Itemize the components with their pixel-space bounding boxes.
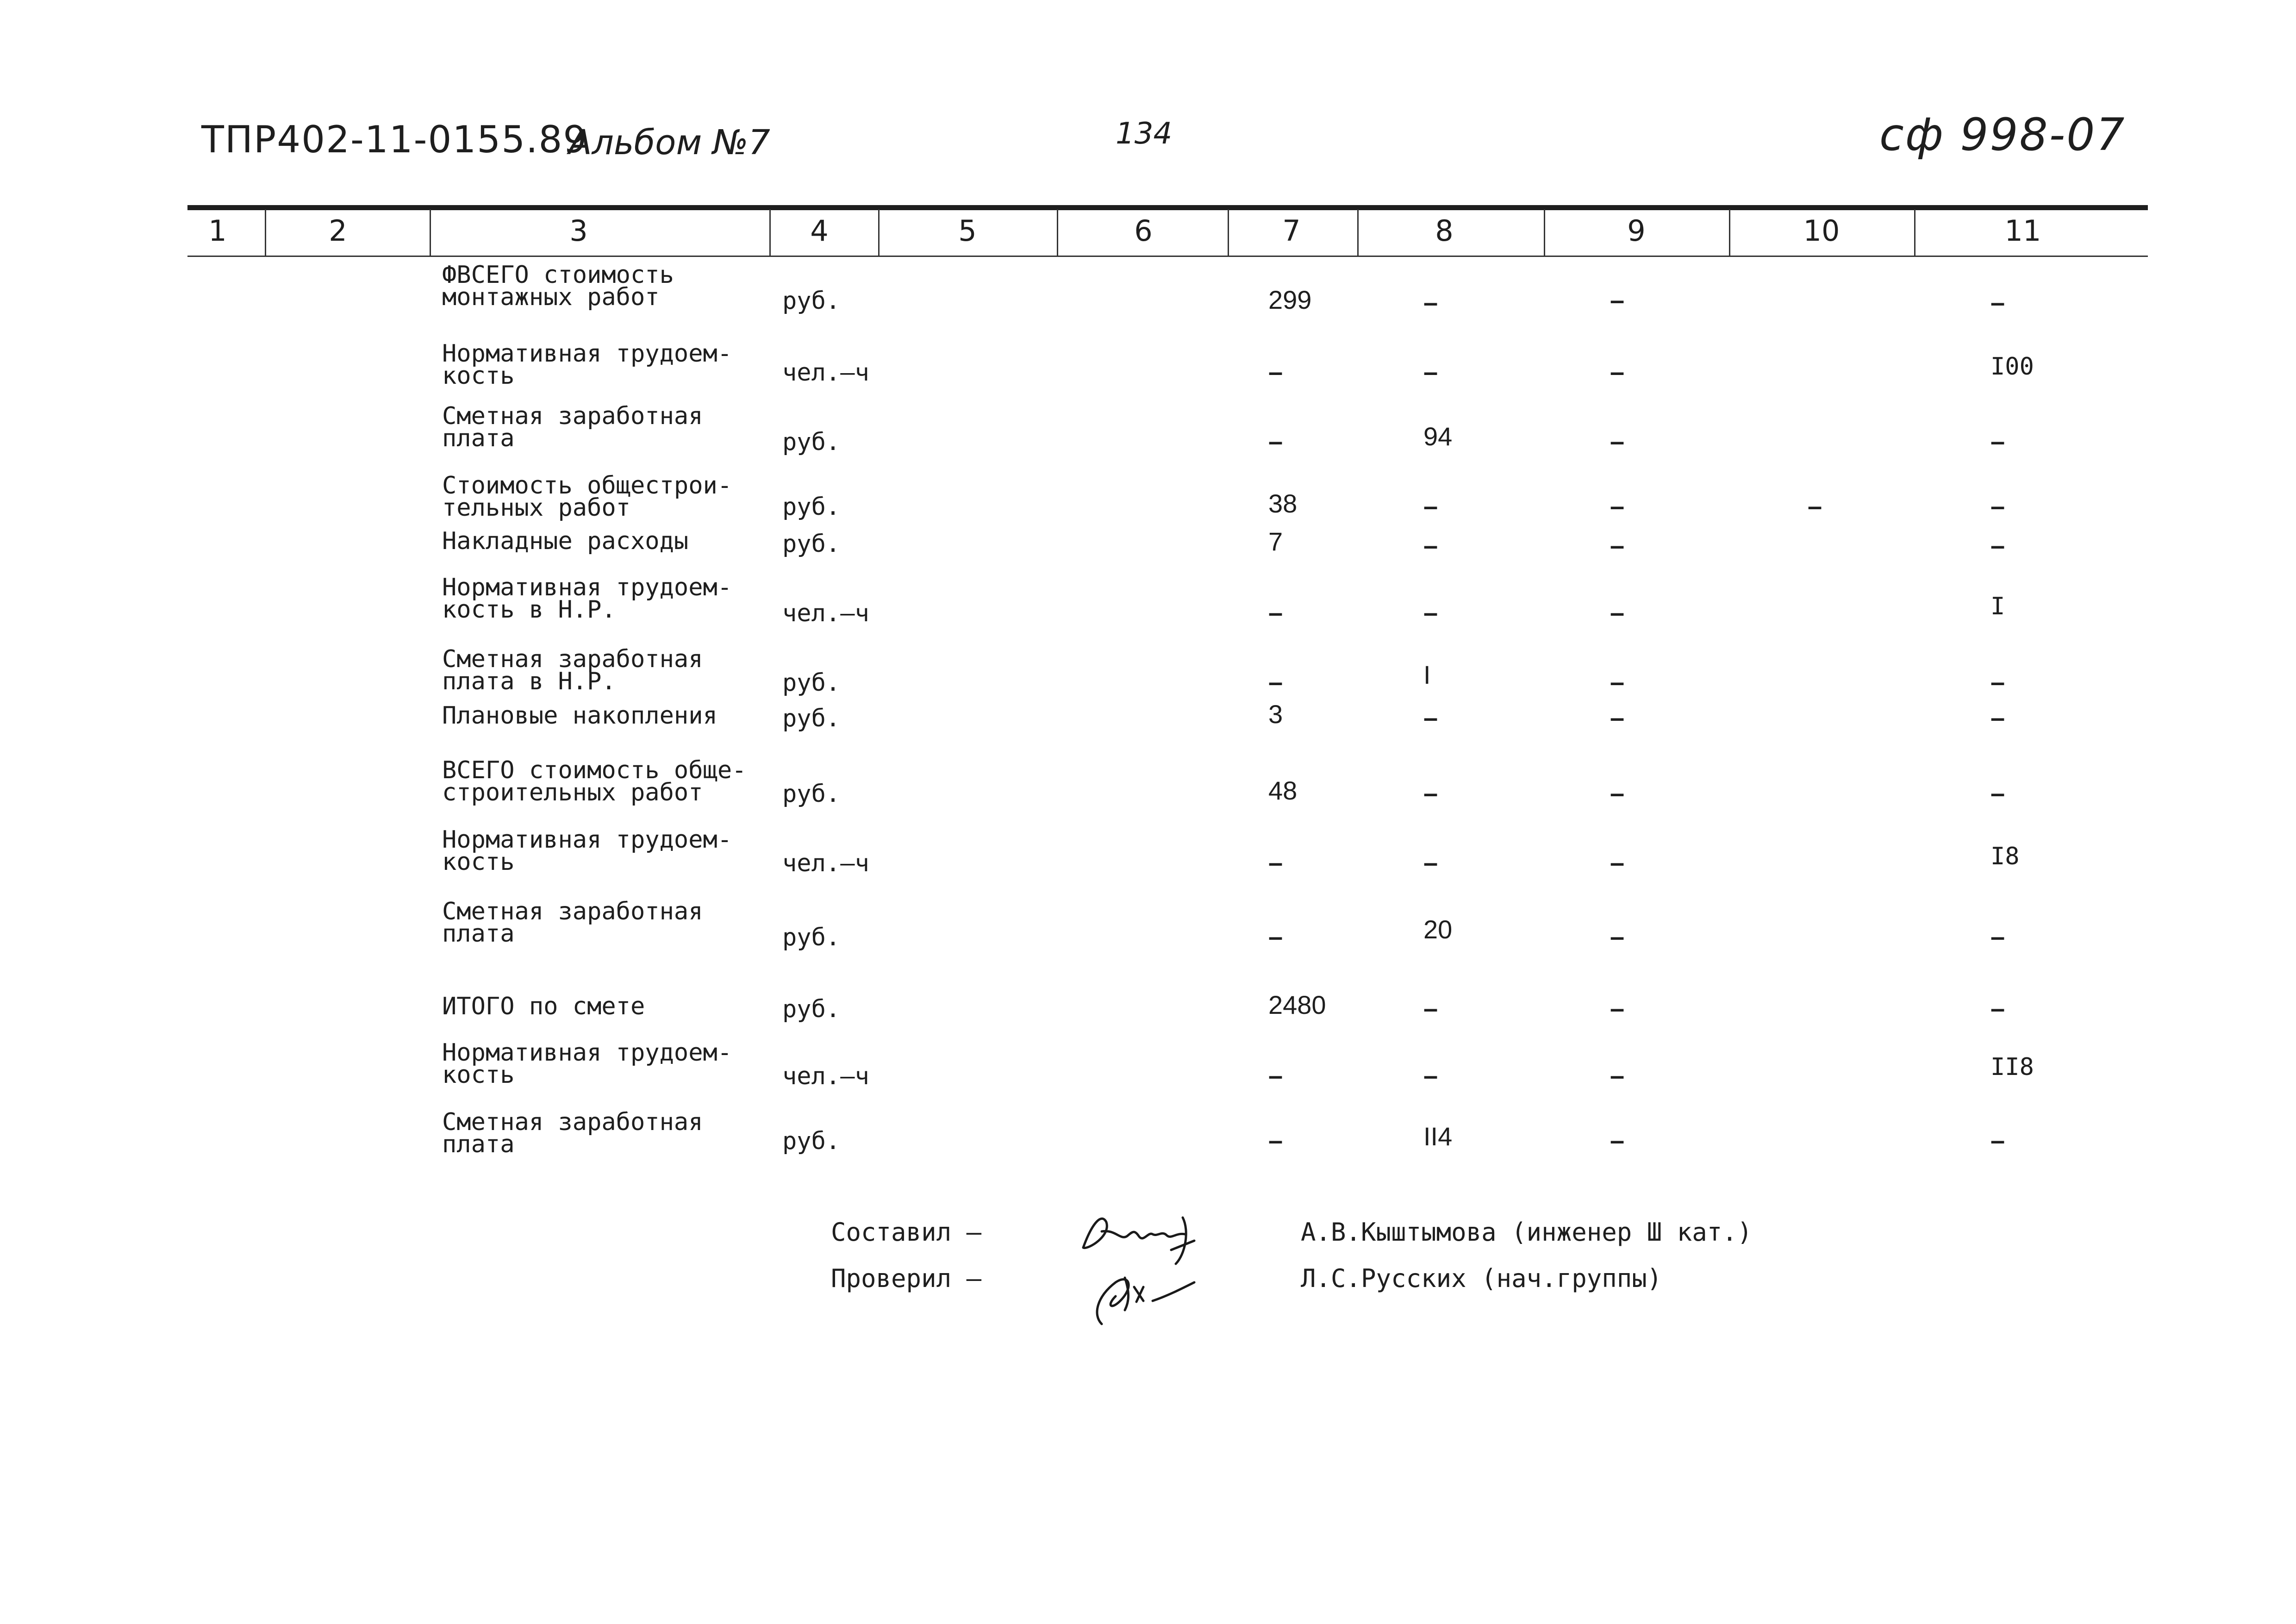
col9-value: – — [1610, 285, 1625, 314]
col7-value: 2480 — [1268, 990, 1326, 1019]
row-unit: руб. — [782, 924, 841, 951]
row-description: ИТОГО по смете — [442, 993, 645, 1020]
col8-value: – — [1423, 778, 1438, 807]
row-unit: руб. — [782, 287, 841, 315]
row-description: ВСЕГО стоимость обще- строительных работ — [442, 756, 747, 806]
col9-value: – — [1610, 491, 1625, 520]
col8-value: II4 — [1423, 1122, 1453, 1151]
col9-value: – — [1610, 1125, 1625, 1155]
col9-value: – — [1610, 778, 1625, 807]
column-number-5: 5 — [958, 214, 977, 248]
page-number: 134 — [1116, 117, 1173, 151]
col8-value: 20 — [1423, 915, 1453, 944]
col9-value: – — [1610, 848, 1625, 877]
column-number-2: 2 — [329, 214, 347, 248]
compiled-by-label: Составил – — [831, 1218, 982, 1247]
col11-value: – — [1990, 491, 2005, 520]
column-number-1: 1 — [208, 214, 227, 248]
col7-value: – — [1268, 1125, 1283, 1155]
column-divider — [1914, 209, 1915, 256]
row-unit: чел.–ч — [782, 359, 869, 387]
checked-by-name: Л.С.Русских (нач.группы) — [1301, 1264, 1662, 1293]
col7-value: 48 — [1268, 776, 1298, 805]
col8-value: – — [1423, 287, 1438, 317]
col9-value: – — [1610, 426, 1625, 456]
column-number-7: 7 — [1282, 214, 1301, 248]
row-unit: чел.–ч — [782, 1062, 869, 1090]
col9-value: – — [1610, 598, 1625, 627]
row-unit: руб. — [782, 780, 841, 808]
table-header-bottom-rule — [187, 256, 2148, 257]
row-unit: чел.–ч — [782, 849, 869, 877]
column-number-11: 11 — [2004, 214, 2041, 248]
col11-value: II8 — [1990, 1053, 2034, 1081]
col7-value: – — [1268, 848, 1283, 877]
col9-value: – — [1610, 1061, 1625, 1090]
column-divider — [430, 209, 431, 256]
col8-value: – — [1423, 993, 1438, 1023]
col7-value: – — [1268, 1061, 1283, 1090]
col9-value: – — [1610, 357, 1625, 386]
row-unit: руб. — [782, 1127, 841, 1155]
col8-value: – — [1423, 357, 1438, 386]
col7-value: – — [1268, 922, 1283, 951]
col11-value: I — [1990, 593, 2005, 620]
col7-value: 3 — [1268, 700, 1283, 729]
row-description: Нормативная трудоем- кость — [442, 1039, 732, 1089]
table-top-rule — [187, 205, 2148, 210]
col8-value: 94 — [1423, 422, 1453, 451]
col8-value: – — [1423, 703, 1438, 732]
row-description: Сметная заработная плата в Н.Р. — [442, 645, 703, 695]
col11-value: – — [1990, 922, 2005, 951]
checker-signature — [1074, 1250, 1213, 1333]
col9-value: – — [1610, 703, 1625, 732]
row-description: Нормативная трудоем- кость — [442, 340, 732, 390]
col7-value: 299 — [1268, 285, 1312, 314]
row-unit: чел.–ч — [782, 600, 869, 627]
col8-value: – — [1423, 598, 1438, 627]
col7-value: – — [1268, 426, 1283, 456]
row-description: Нормативная трудоем- кость — [442, 826, 732, 876]
col9-value: – — [1610, 922, 1625, 951]
col11-value: – — [1990, 426, 2005, 456]
row-unit: руб. — [782, 995, 841, 1023]
row-description: Стоимость общестрои- тельных работ — [442, 472, 732, 522]
row-unit: руб. — [782, 530, 841, 558]
col11-value: I00 — [1990, 353, 2034, 381]
col9-value: – — [1610, 993, 1625, 1023]
col8-value: – — [1423, 491, 1438, 520]
row-description: Нормативная трудоем- кость в Н.Р. — [442, 574, 732, 624]
column-divider — [1228, 209, 1229, 256]
col10-value: – — [1808, 491, 1822, 520]
row-description: ФВСЕГО стоимость монтажных работ — [442, 261, 674, 311]
column-number-9: 9 — [1627, 214, 1646, 248]
col11-value: I8 — [1990, 843, 2020, 870]
col11-value: – — [1990, 1125, 2005, 1155]
column-divider — [1729, 209, 1730, 256]
column-divider — [1544, 209, 1545, 256]
row-unit: руб. — [782, 428, 841, 456]
col11-value: – — [1990, 778, 2005, 807]
column-divider — [878, 209, 880, 256]
col11-value: – — [1990, 667, 2005, 696]
row-description: Накладные расходы — [442, 527, 689, 555]
column-divider — [1357, 209, 1359, 256]
document-code: ТПР402-11-0155.89 — [201, 118, 588, 161]
row-unit: руб. — [782, 669, 841, 697]
row-description: Плановые накопления — [442, 702, 718, 730]
checked-by-label: Проверил – — [831, 1264, 982, 1293]
col11-value: – — [1990, 993, 2005, 1023]
column-number-8: 8 — [1435, 214, 1454, 248]
col7-value: 7 — [1268, 527, 1283, 556]
row-description: Сметная заработная плата — [442, 898, 703, 948]
row-description: Сметная заработная плата — [442, 1108, 703, 1158]
col11-value: – — [1990, 703, 2005, 732]
col9-value: – — [1610, 531, 1625, 560]
col7-value: – — [1268, 598, 1283, 627]
column-number-4: 4 — [810, 214, 829, 248]
column-divider — [769, 209, 771, 256]
column-divider — [265, 209, 266, 256]
col7-value: – — [1268, 357, 1283, 386]
col7-value: 38 — [1268, 489, 1298, 518]
col8-value: – — [1423, 1061, 1438, 1090]
album-number: Альбом №7 — [568, 123, 770, 162]
col7-value: – — [1268, 667, 1283, 696]
col11-value: – — [1990, 287, 2005, 317]
column-number-3: 3 — [569, 214, 588, 248]
col8-value: – — [1423, 848, 1438, 877]
col11-value: – — [1990, 531, 2005, 560]
row-unit: руб. — [782, 493, 841, 521]
row-description: Сметная заработная плата — [442, 402, 703, 452]
column-number-6: 6 — [1134, 214, 1153, 248]
column-divider — [1057, 209, 1058, 256]
col9-value: – — [1610, 667, 1625, 696]
col8-value: – — [1423, 531, 1438, 560]
col8-value: I — [1423, 660, 1431, 689]
column-number-10: 10 — [1803, 214, 1840, 248]
archive-number: сф 998-07 — [1879, 109, 2126, 161]
row-unit: руб. — [782, 705, 841, 732]
compiled-by-name: А.В.Кыштымова (инженер Ш кат.) — [1301, 1218, 1753, 1247]
